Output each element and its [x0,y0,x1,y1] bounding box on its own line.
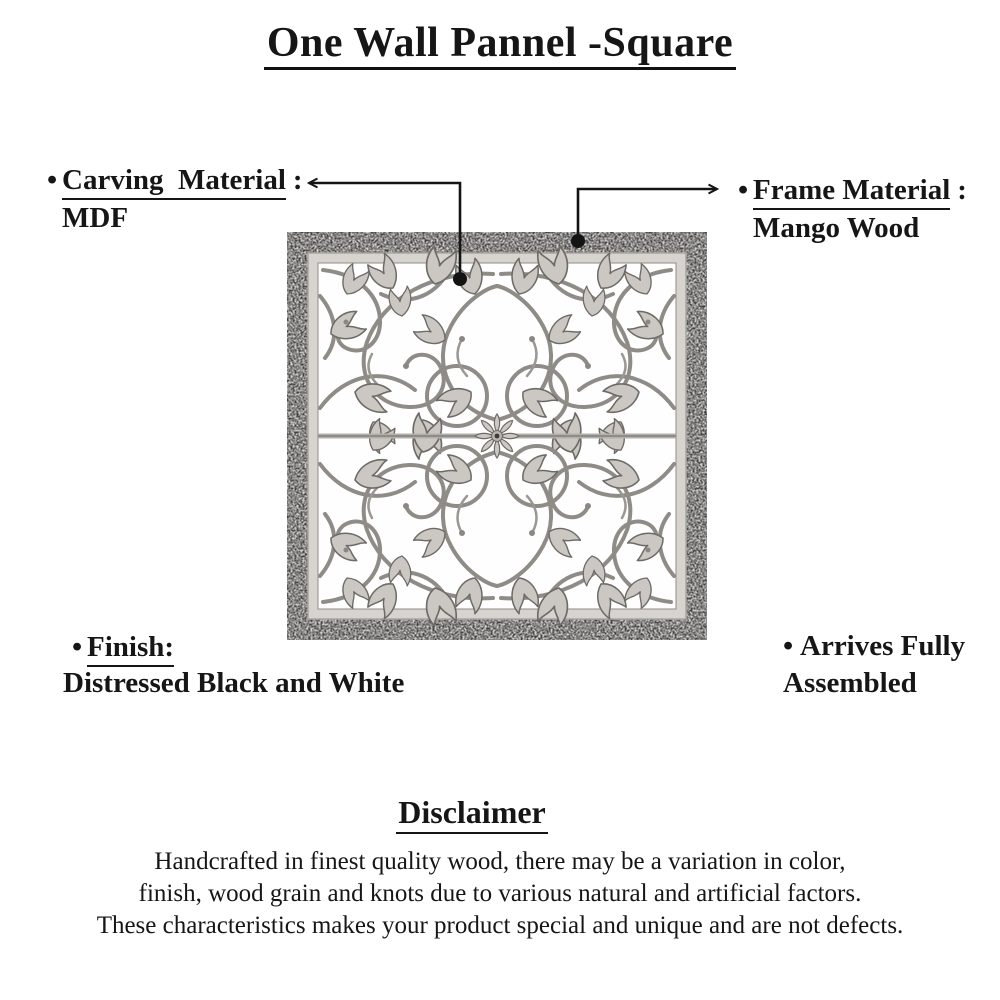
bullet-icon: • [47,164,58,196]
carving-material-value: MDF [62,202,129,234]
disclaimer-section [0,794,1000,942]
carving-material-callout [47,161,303,237]
center-rosette [475,414,519,458]
frame-material-callout [738,171,967,247]
assembled-line1: Arrives Fully [800,630,966,662]
finish-feature [63,629,404,701]
assembled-line2: Assembled [783,667,917,699]
title-row [0,21,1000,70]
disclaimer-line: Handcrafted in finest quality wood, there may be a variation in color, [154,848,846,875]
frame-material-label: Frame Material [753,174,950,210]
finish-value: Distressed Black and White [63,667,405,699]
carving-material-label: Carving Material [62,164,286,200]
disclaimer-heading: Disclaimer [396,794,548,834]
finish-label: Finish: [87,631,174,667]
disclaimer-line: These characteristics makes your product special and unique and are not defects. [96,912,904,939]
page-title: One Wall Pannel -Square [264,21,736,70]
bullet-icon: • [783,630,794,662]
wall-panel-image [287,232,707,640]
frame-material-colon: : [957,174,967,206]
carving-material-colon: : [292,164,303,196]
disclaimer-body [0,846,1000,942]
bullet-icon: • [738,174,749,206]
frame-material-value: Mango Wood [753,212,920,244]
disclaimer-line: finish, wood grain and knots due to various natural and artificial factors. [138,880,862,907]
bullet-icon: • [72,631,83,663]
assembled-feature [780,628,965,702]
